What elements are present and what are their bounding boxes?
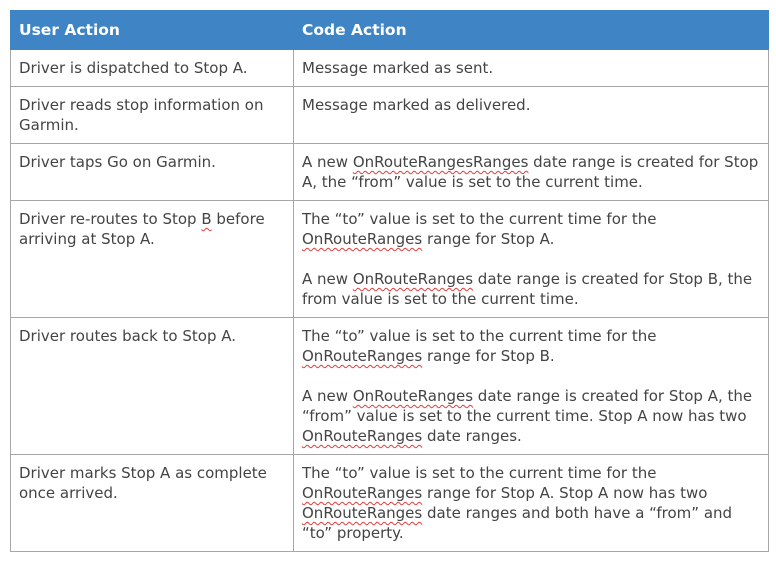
code-action-paragraph: [302, 269, 760, 309]
code-action-cell: [294, 144, 769, 201]
text-segment: A new: [302, 153, 353, 171]
header-code-action: Code Action: [294, 11, 769, 50]
header-row: [11, 11, 769, 50]
text-segment: date range is created for Stop A, the “from” value is set to the current time. Stop A now has two: [302, 387, 753, 425]
text-segment: A new: [302, 270, 353, 288]
text-segment: date range is created for Stop B, the from value is set to the current time.: [302, 270, 753, 308]
text-segment: date range is created for Stop A, the “from” value is set to the current time.: [302, 153, 759, 191]
table-row: [11, 201, 769, 318]
spellcheck-word: OnRouteRanges: [302, 347, 423, 365]
document: [10, 10, 768, 552]
table-row: [11, 318, 769, 455]
text-segment: date ranges.: [422, 427, 522, 445]
user-action-cell: Driver routes back to Stop A.: [11, 318, 294, 455]
code-action-paragraph: [302, 463, 760, 543]
text-segment: date ranges and both have a “from” and “to” property.: [302, 504, 733, 542]
spellcheck-word: OnRouteRanges: [352, 387, 474, 405]
table-row: [11, 50, 769, 87]
spellcheck-word: OnRouteRanges: [302, 484, 423, 502]
text-segment: Message marked as sent.: [302, 59, 494, 77]
user-action-cell: Driver is dispatched to Stop A.: [11, 50, 294, 87]
spellcheck-word: OnRouteRanges: [352, 270, 474, 288]
text-segment: range for Stop A.: [422, 230, 555, 248]
code-action-cell: [294, 87, 769, 144]
code-action-paragraph: [302, 58, 760, 78]
text-segment: Message marked as delivered.: [302, 96, 531, 114]
user-action-cell: Driver reads stop information on Garmin.: [11, 87, 294, 144]
spellcheck-word: OnRouteRanges: [302, 427, 423, 445]
user-action-cell: Driver taps Go on Garmin.: [11, 144, 294, 201]
code-action-paragraph: [302, 386, 760, 446]
text-segment: before arriving at Stop A.: [19, 210, 265, 248]
text-segment: The “to” value is set to the current time for the: [302, 464, 657, 482]
table-row: [11, 455, 769, 552]
text-segment: range for Stop B.: [422, 347, 555, 365]
text-segment: Driver re-routes to Stop: [19, 210, 202, 228]
code-action-cell: [294, 201, 769, 318]
user-action-cell: Driver marks Stop A as complete once arrived.: [11, 455, 294, 552]
code-action-cell: [294, 50, 769, 87]
table-row: [11, 144, 769, 201]
text-segment: range for Stop A. Stop A now has two: [422, 484, 708, 502]
table-body: [11, 50, 769, 552]
header-user-action: User Action: [11, 11, 294, 50]
code-action-paragraph: [302, 152, 760, 192]
code-action-paragraph: [302, 326, 760, 366]
text-segment: The “to” value is set to the current time for the: [302, 210, 657, 228]
spellcheck-word: OnRouteRangesRanges: [352, 153, 529, 171]
code-action-paragraph: [302, 209, 760, 249]
text-segment: A new: [302, 387, 353, 405]
spellcheck-word: OnRouteRanges: [302, 230, 423, 248]
code-action-cell: [294, 455, 769, 552]
text-segment: The “to” value is set to the current time for the: [302, 327, 657, 345]
user-code-action-table: [10, 10, 769, 552]
code-action-cell: [294, 318, 769, 455]
code-action-paragraph: [302, 95, 760, 115]
table-row: [11, 87, 769, 144]
user-action-cell: [11, 201, 294, 318]
spellcheck-word: OnRouteRanges: [302, 504, 423, 522]
spellcheck-word: B: [201, 210, 212, 228]
